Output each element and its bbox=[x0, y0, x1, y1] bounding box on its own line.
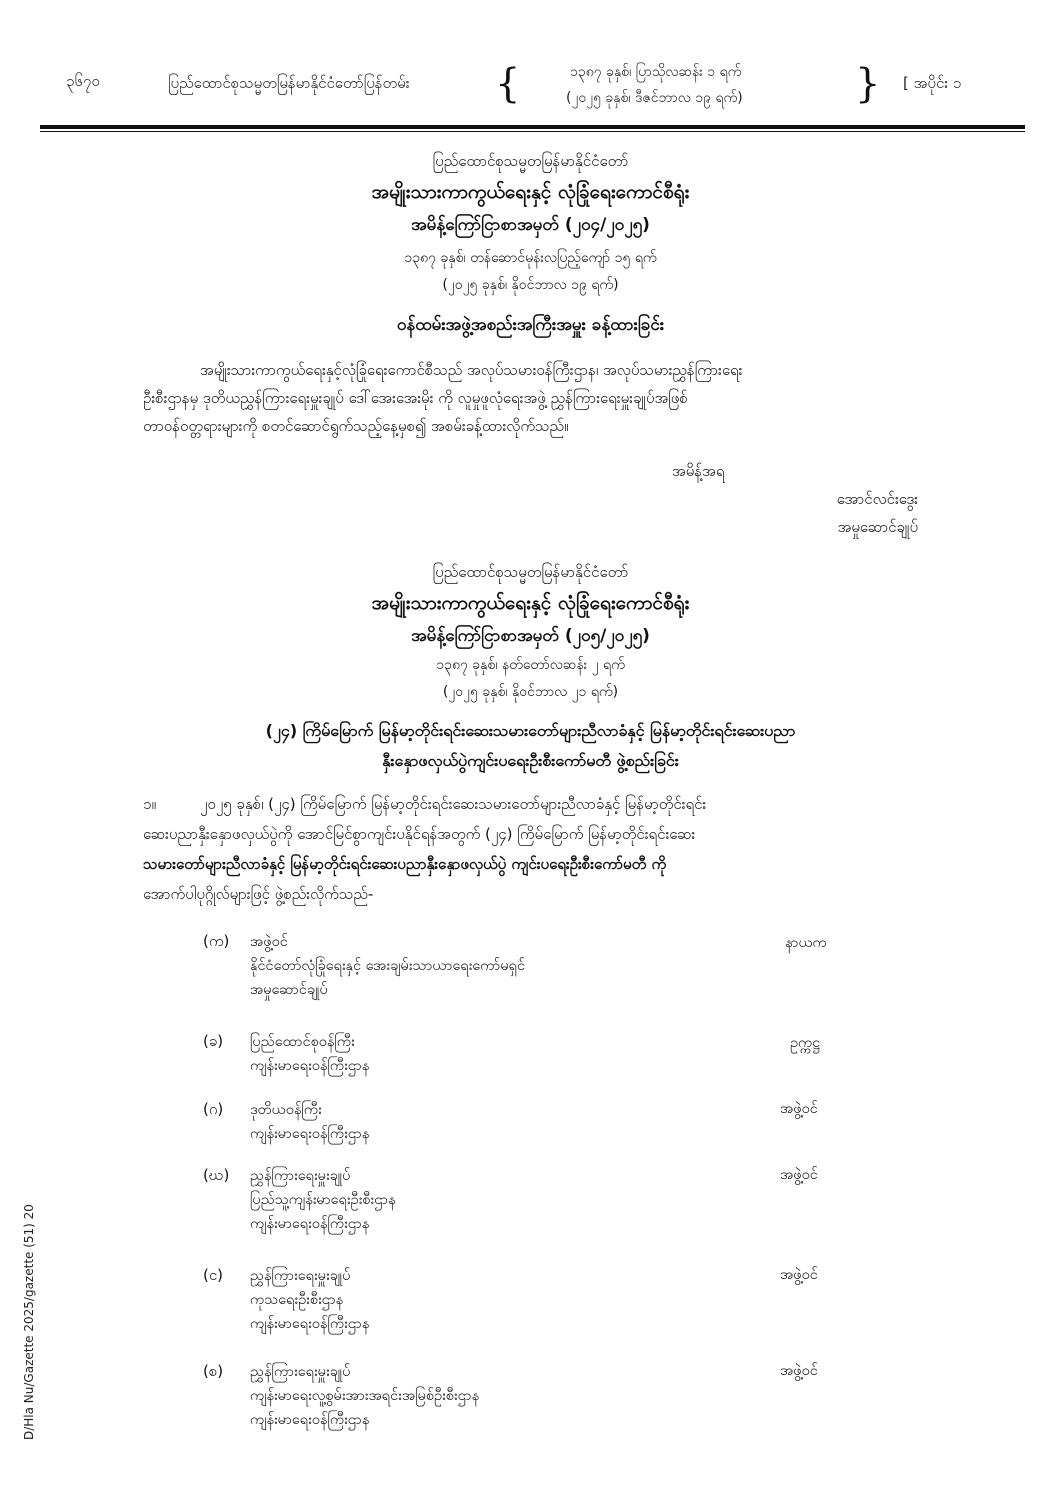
publication-title: ပြည်ထောင်စုသမ္မတမြန်မာနိုင်ငံတော်ပြန်တမ်း bbox=[168, 74, 410, 92]
member-text bbox=[250, 1264, 730, 1336]
notice2-subject-line1: (၂၄) ကြိမ်မြောက် မြန်မာ့တိုင်းရင်းဆေးသမားတော်များညီလာခံနှင့် မြန်မာ့တိုင်းရင်းဆေးပညာ bbox=[265, 721, 796, 740]
member-label: (င) bbox=[203, 1266, 224, 1284]
member-label: (ဂ) bbox=[203, 1100, 224, 1118]
notice1-order-by: အမိန့်အရ bbox=[672, 462, 725, 480]
member-text bbox=[250, 1360, 730, 1432]
member-role: အဖွဲ့ဝင် bbox=[780, 1101, 818, 1117]
member-text bbox=[250, 1098, 730, 1146]
notice2-date-1: ၁၃၈၇ ခုနှစ်၊ နတ်တော်လဆန်း ၂ ရက် bbox=[436, 657, 625, 673]
member-role: ဥက္ကဋ္ဌ bbox=[790, 1035, 821, 1051]
member-role: အဖွဲ့ဝင် bbox=[780, 1267, 818, 1283]
member-label: (ခ) bbox=[203, 1032, 224, 1050]
notice2-number: အမိန့်ကြော်ငြာစာအမှတ် (၂၀၅/၂၀၂၅) bbox=[411, 626, 650, 646]
member-line: ကျန်းမာရေးဝန်ကြီးဌာန bbox=[250, 1316, 370, 1332]
left-brace: { bbox=[495, 61, 521, 107]
notice2-para-line1: ၂၀၂၅ ခုနှစ်၊ (၂၄) ကြိမ်မြောက် မြန်မာ့တိုင်းရင်းဆေးသမားတော်များညီလာခံနှင့် မြန်မာ့တိုင်းရင်း bbox=[200, 795, 707, 813]
member-role: အဖွဲ့ဝင် bbox=[780, 1363, 818, 1379]
side-note: D/Hla Nu/Gazette 2025/gazette (51) 20 bbox=[22, 1204, 36, 1440]
notice1-date-1: ၁၃၈၇ ခုနှစ်၊ တန်ဆောင်မုန်းလပြည့်ကျော် ၁၅ ရက် bbox=[404, 250, 657, 266]
notice1-country: ပြည်ထောင်စုသမ္မတမြန်မာနိုင်ငံတော် bbox=[432, 152, 629, 170]
header-date-1: ၁၃၈၇ ခုနှစ်၊ ပြာသိုလဆန်း ၁ ရက် bbox=[570, 64, 742, 80]
notice1-para-line2: ဦးစီးဌာနမှ ဒုတိယညွှန်ကြားရေးမှူးချုပ် ဒေါ်အေးအေးမိုး ကို လူမှုဖူလုံရေးအဖွဲ့ ညွှန်ကြားရေးမှူးချုပ်အဖြစ် bbox=[143, 389, 688, 407]
member-role: နာယက bbox=[785, 935, 827, 951]
member-line: ဒုတိယဝန်ကြီး bbox=[250, 1102, 322, 1118]
notice1-subject: ဝန်ထမ်းအဖွဲ့အစည်းအကြီးအမှူး ခန့်ထားခြင်း bbox=[396, 315, 665, 335]
member-role: အဖွဲ့ဝင် bbox=[780, 1167, 818, 1183]
notice1-signer-title: အမှုဆောင်ချုပ် bbox=[837, 518, 918, 536]
member-label: (စ) bbox=[203, 1362, 224, 1380]
member-line: ပြည်သူ့ကျန်းမာရေးဦးစီးဌာန bbox=[250, 1192, 396, 1208]
notice1-number: အမိန့်ကြော်ငြာစာအမှတ် (၂၀၄/၂၀၂၅) bbox=[411, 215, 650, 235]
notice2-para-line4: အောက်ပါပုဂ္ဂိုလ်များဖြင့် ဖွဲ့စည်းလိုက်သည်- bbox=[143, 885, 374, 903]
notice2-para-line2: ဆေးပညာနှီးနှောဖလှယ်ပွဲကို အောင်မြင်စွာကျင်းပနိုင်ရန်အတွက် (၂၄) ကြိမ်မြောက် မြန်မာ့တိုင်းရင်းဆေး bbox=[143, 825, 696, 843]
member-line: ကျန်းမာရေးဝန်ကြီးဌာန bbox=[250, 1126, 370, 1142]
notice2-date-2: (၂၀၂၅ ခုနှစ်၊ နိုဝင်ဘာလ ၂၁ ရက်) bbox=[442, 684, 619, 700]
notice2-subject-line2: နှီးနှောဖလှယ်ပွဲကျင်းပရေးဦးစီးကော်မတီ ဖွဲ့စည်းခြင်း bbox=[382, 751, 679, 770]
member-line: ညွှန်ကြားရေးမှူးချုပ် bbox=[250, 1168, 351, 1184]
member-line: ကျန်းမာရေးဝန်ကြီးဌာန bbox=[250, 1216, 370, 1232]
notice1-para-line3: တာဝန်ဝတ္တရားများကို စတင်ဆောင်ရွက်သည့်နေ့မှစ၍ အစမ်းခန့်ထားလိုက်သည်။ bbox=[143, 417, 569, 435]
member-text bbox=[250, 930, 730, 1002]
header-rule-thin bbox=[40, 131, 1025, 132]
member-line: အမှုဆောင်ချုပ် bbox=[250, 982, 328, 998]
member-label: (ဃ) bbox=[203, 1166, 230, 1184]
notice1-signer: အောင်လင်းဒွေး bbox=[836, 490, 918, 508]
member-text bbox=[250, 1164, 730, 1236]
page-number: ၃၆၇၀ bbox=[66, 72, 100, 90]
right-brace: } bbox=[855, 61, 881, 107]
member-line: ညွှန်ကြားရေးမှူးချုပ် bbox=[250, 1364, 351, 1380]
notice2-para-line3: သမားတော်များညီလာခံနှင့် မြန်မာ့တိုင်းရင်းဆေးပညာနှီးနှောဖလှယ်ပွဲ ကျင်းပရေးဦးစီးကော်မတီ ကို bbox=[143, 855, 667, 873]
header-date-2: (၂၀၂၅ ခုနှစ်၊ ဒီဇင်ဘာလ ၁၉ ရက်) bbox=[566, 90, 743, 106]
notice2-ministry: အမျိုးသားကာကွယ်ရေးနှင့် လုံခြုံရေးကောင်စီရုံး bbox=[371, 592, 690, 614]
notice2-country: ပြည်ထောင်စုသမ္မတမြန်မာနိုင်ငံတော် bbox=[432, 563, 629, 581]
member-line: ကျန်းမာရေးလူ့စွမ်းအားအရင်းအမြစ်ဦးစီးဌာန bbox=[250, 1388, 480, 1404]
notice1-ministry: အမျိုးသားကာကွယ်ရေးနှင့် လုံခြုံရေးကောင်စီရုံး bbox=[371, 181, 690, 203]
notice2-para-number: ၁။ bbox=[143, 795, 156, 813]
member-line: ပြည်ထောင်စုဝန်ကြီး bbox=[250, 1034, 355, 1050]
member-line: ကျန်းမာရေးဝန်ကြီးဌာန bbox=[250, 1412, 370, 1428]
member-line: အဖွဲ့ဝင် bbox=[250, 934, 288, 950]
member-line: ကျန်းမာရေးဝန်ကြီးဌာန bbox=[250, 1058, 370, 1074]
part-label: [ အပိုင်း ၁ bbox=[903, 74, 962, 92]
member-line: နိုင်ငံတော်လုံခြုံရေးနှင့် အေးချမ်းသာယာရေးကော်မရှင် bbox=[250, 958, 526, 974]
header-rule-thick bbox=[40, 125, 1025, 129]
member-label: (က) bbox=[203, 932, 230, 950]
member-line: ကုသရေးဦးစီးဌာန bbox=[250, 1292, 344, 1308]
member-text bbox=[250, 1030, 730, 1078]
notice1-para-line1: အမျိုးသားကာကွယ်ရေးနှင့်လုံခြုံရေးကောင်စီသည် အလုပ်သမားဝန်ကြီးဌာန၊ အလုပ်သမားညွှန်ကြားရေး bbox=[200, 361, 743, 379]
notice1-date-2: (၂၀၂၅ ခုနှစ်၊ နိုဝင်ဘာလ ၁၉ ရက်) bbox=[442, 277, 619, 293]
member-line: ညွှန်ကြားရေးမှူးချုပ် bbox=[250, 1268, 351, 1284]
